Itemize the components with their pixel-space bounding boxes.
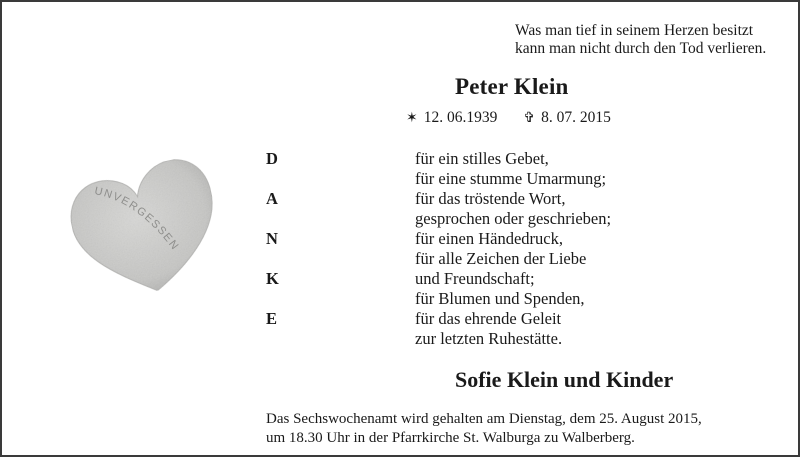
- motto-quote: [515, 22, 795, 58]
- death-cross-icon: ✞: [523, 111, 536, 126]
- death-date: 8. 07. 2015: [541, 109, 611, 126]
- thanks-line: für eine stumme Umarmung;: [415, 169, 607, 188]
- thanks-line: und Freundschaft;: [415, 269, 535, 288]
- motto-line-1: Was man tief in seinem Herzen besitzt: [515, 22, 754, 39]
- service-line-1: Das Sechswochenamt wird gehalten am Dienstag, dem 25. August 2015,: [266, 411, 702, 427]
- danke-letter: N: [266, 229, 278, 248]
- heart-engraving: UNVERGESSEN: [93, 185, 182, 253]
- deceased-name: Peter Klein: [455, 74, 569, 99]
- family-signature: Sofie Klein und Kinder: [455, 367, 674, 392]
- thanks-line: gesprochen oder geschrieben;: [415, 209, 612, 228]
- thanks-line: für das ehrende Geleit: [415, 309, 562, 328]
- service-announcement: [266, 410, 702, 447]
- thanks-line: für einen Händedruck,: [415, 229, 563, 248]
- birth-star-icon: ✶: [406, 111, 418, 126]
- thanks-text: [415, 149, 611, 349]
- motto-line-2: kann man nicht durch den Tod verlieren.: [515, 40, 767, 57]
- thanks-line: für Blumen und Spenden,: [415, 289, 585, 308]
- danke-letter: K: [266, 269, 279, 288]
- birth-date: 12. 06.1939: [423, 109, 498, 126]
- danke-letter: D: [266, 149, 278, 168]
- thanks-line: für alle Zeichen der Liebe: [415, 249, 587, 268]
- thanks-line: zur letzten Ruhestätte.: [415, 329, 563, 348]
- life-dates: [406, 109, 611, 127]
- service-line-2: um 18.30 Uhr in der Pfarrkirche St. Walburga zu Walberberg.: [266, 429, 635, 446]
- danke-letter: A: [266, 189, 278, 208]
- danke-letter: E: [266, 309, 278, 328]
- thanks-line: für ein stilles Gebet,: [415, 149, 549, 168]
- thanks-line: für das tröstende Wort,: [415, 189, 566, 208]
- heart-stone-icon: [62, 152, 227, 302]
